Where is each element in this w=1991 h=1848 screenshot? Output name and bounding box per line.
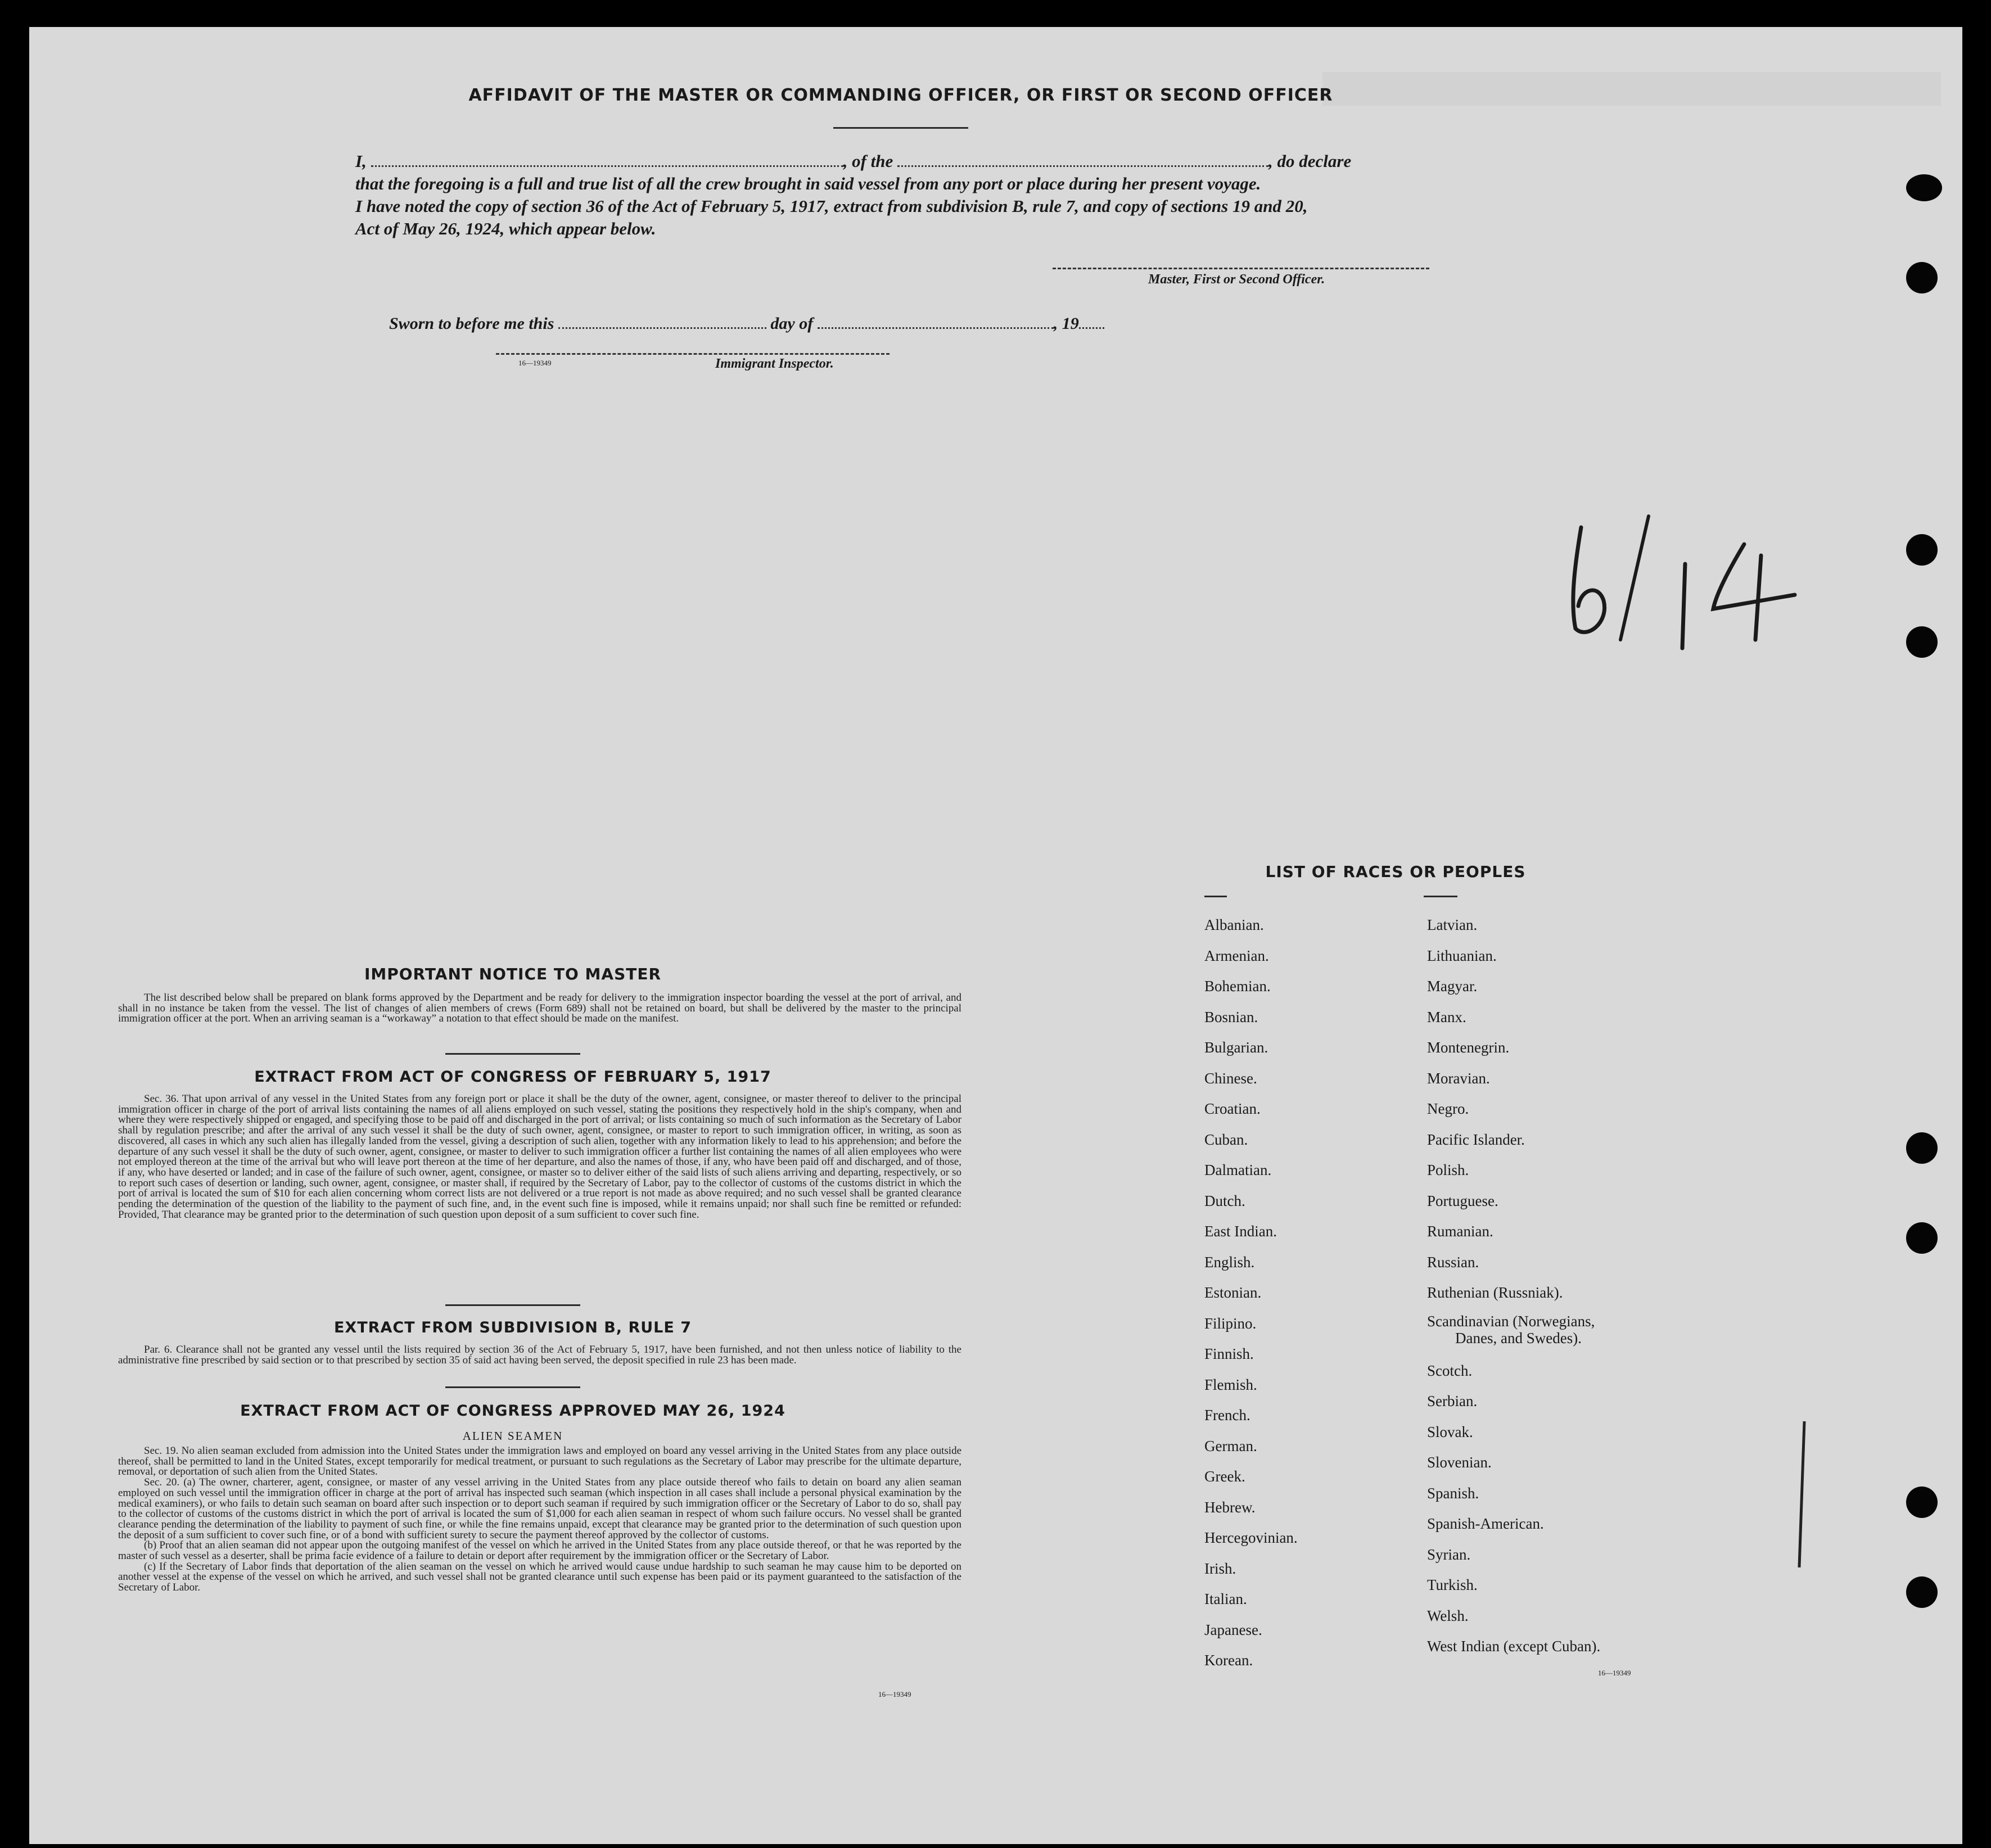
race-item: Armenian. <box>1204 947 1269 964</box>
race-item: Slovenian. <box>1427 1454 1492 1471</box>
officer-signature-line[interactable] <box>1053 268 1429 269</box>
notice-title: IMPORTANT NOTICE TO MASTER <box>364 965 662 983</box>
sec20b-text: (b) Proof that an alien seaman did not appear upon the outgoing manifest of the vessel on which he arrived in the United States from any place outside thereof, or that he was reported by the master of such vessel as a deserter, shall be prima facie evidence of a failure to detain or deport after requirement by the immigration officer or the Secretary of Labor. <box>118 1539 961 1562</box>
vessel-name-field[interactable] <box>897 152 1268 167</box>
race-item: Manx. <box>1427 1008 1466 1025</box>
race-item: Spanish-American. <box>1427 1515 1544 1532</box>
race-item: Dalmatian. <box>1204 1162 1272 1178</box>
handwritten-note-ink <box>1559 510 1829 679</box>
race-item: Pacific Islander. <box>1427 1131 1525 1148</box>
affidavit-do-declare: , do declare <box>1268 151 1352 171</box>
rule7-title: EXTRACT FROM SUBDIVISION B, RULE 7 <box>333 1319 692 1336</box>
race-item: Lithuanian. <box>1427 947 1497 964</box>
race-item: Cuban. <box>1204 1131 1248 1148</box>
affidavit-line-4: Act of May 26, 1924, which appear below. <box>355 219 656 238</box>
sec20c-text: (c) If the Secretary of Labor finds that deportation of the alien seaman on the vessel on which he arrived would cause undue hardship to such seaman he may cause him to be deported on another vessel at the expense of the vessel on which he arrived, and such vessel shall not be granted clearance until such expense has been paid or its payment guaranteed to the satisfaction of the Secretary of Labor. <box>118 1560 961 1594</box>
sworn-month-field[interactable] <box>818 314 1054 329</box>
race-item: Flemish. <box>1204 1376 1257 1393</box>
races-form-number: 16—19349 <box>1598 1669 1631 1677</box>
officer-label: Master, First or Second Officer. <box>1148 272 1325 287</box>
race-item: Croatian. <box>1204 1100 1261 1117</box>
punch-hole <box>1906 1132 1938 1164</box>
race-item: Scotch. <box>1427 1362 1473 1379</box>
race-item: Korean. <box>1204 1652 1253 1669</box>
rule7-rule <box>445 1386 580 1388</box>
race-item: Negro. <box>1427 1100 1469 1117</box>
punch-hole <box>1906 1222 1938 1254</box>
race-item: Finnish. <box>1204 1345 1254 1362</box>
sworn-year-prefix: , 19 <box>1053 314 1079 333</box>
races-title: LIST OF RACES OR PEOPLES <box>1265 862 1526 881</box>
sworn-year-field[interactable] <box>1079 314 1104 329</box>
race-item: Bohemian. <box>1204 978 1271 995</box>
race-item: Filipino. <box>1204 1314 1257 1332</box>
race-item: Japanese. <box>1204 1621 1262 1638</box>
act-1917-rule <box>445 1304 580 1306</box>
act-1917-body: Sec. 36. That upon arrival of any vessel in the United States from any foreign port or place it shall be the duty of the owner, agent, consignee, or master thereof to deliver to the principal immigration officer in charge of the port of arrival lists containing the names of all aliens employed on such vessel, stating the positions they respectively hold in the ship's company, when and where they were respectively shipped or engaged, and specifying those to be paid off and discharged in the port of arrival; or lists containing so much of such information as the Secretary of Labor shall by regulation prescribe; and after the arrival of any such vessel it shall be the duty of such owner, agent, consignee, or master to report to such immigration officer, in writing, as soon as discovered, all cases in which any such alien has illegally landed from the vessel, giving a description of such alien, together with any information likely to lead to his apprehension; and before the departure of any such vessel it shall be the duty of such owner, agent, consignee, or master to deliver to such immigration officer a further list containing the names of all alien employees who were not employed thereon at the time of the arrival but who will leave port thereon at the time of her departure, and also the names of those, if any, who have been paid off and discharged, and of those, if any, who have deserted or landed; and in case of the failure of such owner, agent, consignee, or master so to deliver either of the said lists of such aliens arriving and departing, respectively, or so to report such cases of desertion or landing, such owner, agent, consignee, or master shall, if required by the Secretary of Labor, pay to the collector of customs of the customs district in which the port of arrival is located the sum of $10 for each alien concerning whom correct lists are not delivered or a true report is not made as above required; and no such vessel shall be granted clearance pending the determination of the question of the liability to the payment of such fine, and, in the event such fine is imposed, while it remains unpaid; nor shall such fine be remitted or refunded: Provided, That clearance may be granted prior to the determination of such question upon deposit of a sum sufficient to cover such fine. <box>118 1093 961 1221</box>
affidavit-i: I, <box>355 151 367 171</box>
race-item: Montenegrin. <box>1427 1039 1510 1056</box>
sworn-day-field[interactable] <box>558 314 766 329</box>
race-item: Portuguese. <box>1427 1192 1498 1209</box>
sworn-label: Sworn to before me this <box>389 314 554 333</box>
race-item: Spanish. <box>1427 1484 1479 1502</box>
notice-body: The list described below shall be prepared on blank forms approved by the Department and be ready for delivery to the immigration inspector boarding the vessel at the port of arrival, and shall in no instance be taken from the vessel. The list of changes of alien members of crews (Form 689) shall not be retained on board, but shall be delivered by the master to the principal immigration officer at the port. When an arriving seaman is a “workaway” a notation to that effect should be made on the manifest. <box>118 992 961 1025</box>
declarant-name-field[interactable] <box>371 152 843 167</box>
punch-hole <box>1906 262 1938 293</box>
race-item: Scandinavian (Norwegians, <box>1427 1312 1595 1330</box>
race-item: Latvian. <box>1427 916 1478 933</box>
race-item: Russian. <box>1427 1253 1479 1271</box>
race-item: Magyar. <box>1427 978 1478 995</box>
race-item: Polish. <box>1427 1162 1469 1178</box>
act-1917-title: EXTRACT FROM ACT OF CONGRESS OF FEBRUARY 5, 1917 <box>254 1068 771 1086</box>
race-item: Dutch. <box>1204 1192 1245 1209</box>
notice-rule <box>445 1053 580 1055</box>
race-item: Serbian. <box>1427 1393 1478 1409</box>
race-item: Albanian. <box>1204 916 1264 933</box>
race-item: Syrian. <box>1427 1546 1471 1563</box>
race-item: French. <box>1204 1407 1250 1424</box>
race-item: German. <box>1204 1437 1257 1454</box>
race-item: Moravian. <box>1427 1069 1490 1087</box>
punch-hole <box>1906 174 1942 201</box>
race-item: Chinese. <box>1204 1069 1257 1087</box>
punch-hole <box>1906 1486 1938 1518</box>
affidavit-line-3: I have noted the copy of section 36 of the Act of February 5, 1917, extract from subdivision B, rule 7, and copy of sections 19 and 20, <box>355 196 1308 216</box>
race-item: West Indian (except Cuban). <box>1427 1638 1601 1655</box>
punch-hole <box>1906 1576 1938 1608</box>
race-item: Italian. <box>1204 1591 1247 1607</box>
race-item: Slovak. <box>1427 1423 1473 1440</box>
bleed-through-area <box>1322 72 1941 106</box>
race-item: Danes, and Swedes). <box>1455 1329 1582 1347</box>
act-1924-form-number: 16—19349 <box>878 1690 911 1698</box>
affidavit-title: AFFIDAVIT OF THE MASTER OR COMMANDING OFFICER, OR FIRST OR SECOND OFFICER <box>468 85 1333 105</box>
affidavit-line-1 <box>355 150 1452 173</box>
sworn-day-of: day of <box>770 314 814 333</box>
race-item: Turkish. <box>1427 1576 1478 1593</box>
affidavit-of-the: , of the <box>843 151 893 171</box>
affidavit-form-number: 16—19349 <box>518 359 552 367</box>
race-item: Bosnian. <box>1204 1008 1258 1025</box>
race-item: Hercegovinian. <box>1204 1529 1298 1546</box>
act-1924-sections <box>118 1446 961 1593</box>
act-1924-title: EXTRACT FROM ACT OF CONGRESS APPROVED MAY 26, 1924 <box>240 1402 785 1420</box>
races-left-column <box>1204 910 1298 1676</box>
punch-hole <box>1906 534 1938 566</box>
rule7-body: Par. 6. Clearance shall not be granted any vessel until the lists required by section 36 of the Act of February 5, 1917, have been furnished, and not then unless notice of liability to the administrative fine prescribed by said section or to that prescribed by section 35 of said act having been served, the deposit specified in rule 23 has been made. <box>118 1344 961 1366</box>
affidavit-title-rule <box>833 127 968 129</box>
race-item: Welsh. <box>1427 1607 1469 1624</box>
act-1924-subtitle: ALIEN SEAMEN <box>462 1429 563 1443</box>
race-item: Hebrew. <box>1204 1498 1256 1516</box>
race-item: Estonian. <box>1204 1284 1262 1301</box>
race-item: Rumanian. <box>1427 1223 1493 1240</box>
race-item: Ruthenian (Russniak). <box>1427 1284 1563 1301</box>
punch-hole <box>1906 626 1938 658</box>
race-item: English. <box>1204 1253 1255 1271</box>
inspector-signature-line[interactable] <box>496 353 890 355</box>
document-page <box>29 27 1962 1844</box>
sworn-line <box>389 314 1104 333</box>
race-item: Irish. <box>1204 1560 1236 1577</box>
handwritten-note <box>1559 510 1829 679</box>
inspector-label: Immigrant Inspector. <box>715 356 834 371</box>
sec20a-text: Sec. 20. (a) The owner, charterer, agent, consignee, or master of any vessel arriving in the United States from any place outside thereof who fails to detain on board any alien seaman employed on such vessel until the immigration officer in charge at the port of arrival has inspected such seaman (which inspection in all cases shall include a personal physical examination by the medical examiners), or who fails to detain such seaman on board after such inspection or to deport such seaman if required by such immigration officer or the Secretary of Labor to do so, shall pay to the collector of customs of the customs district in which the port of arrival is located the sum of $1,000 for each alien seaman in respect of whom such failure occurs. No vessel shall be granted clearance pending the determination of the liability to payment of such fine, or while the fine remains unpaid, except that clearance may be granted prior to the determination of such question upon the deposit of a sum sufficient to cover such fine, or of a bond with sufficient surety to secure the payment thereof approved by the collector of customs. <box>118 1476 961 1541</box>
race-item: East Indian. <box>1204 1223 1277 1240</box>
race-item: Bulgarian. <box>1204 1039 1268 1056</box>
sec19-text: Sec. 19. No alien seaman excluded from admission into the United States under the immigration laws and employed on board any vessel arriving in the United States from any place outside thereof, shall be permitted to land in the United States, except temporarily for medical treatment, or pursuant to such regulations as the Secretary of Labor may prescribe for the ultimate departure, removal, or deportation of such alien from the United States. <box>118 1445 961 1478</box>
affidavit-line-2: that the foregoing is a full and true list of all the crew brought in said vessel from any port or place during her present voyage. <box>355 174 1261 193</box>
pencil-mark <box>1798 1421 1805 1567</box>
races-rule-right <box>1424 896 1457 897</box>
race-item: Greek. <box>1204 1468 1245 1485</box>
races-right-column <box>1427 910 1600 1662</box>
races-rule-left <box>1204 896 1227 897</box>
